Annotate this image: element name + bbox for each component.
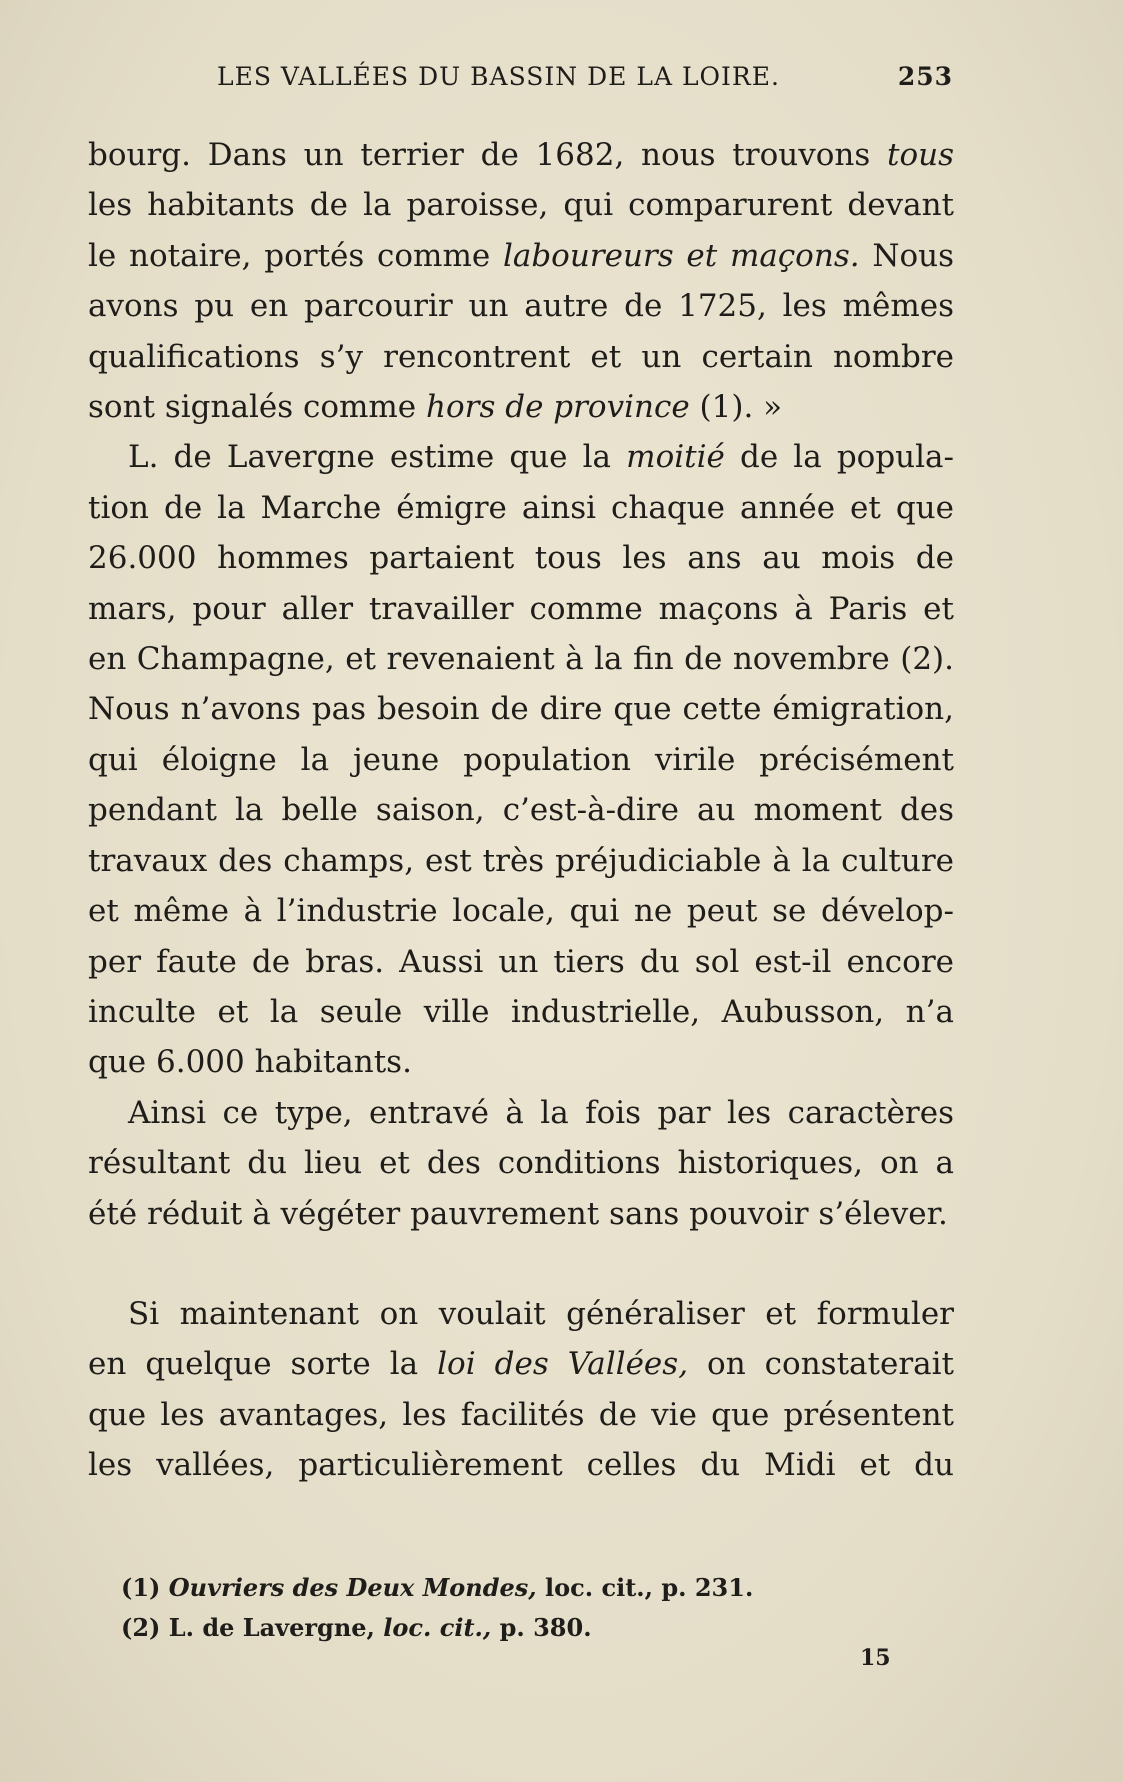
text-run: les vallées, particulièrement celles du Midi et du <box>88 1447 954 1484</box>
italic-text: laboureurs et maçons. <box>502 237 860 274</box>
text-run: résultant du lieu et des conditions historiques, on a <box>88 1145 954 1182</box>
text-line <box>88 1289 954 1339</box>
text-run: qualifications s’y rencontrent et un certain nombre <box>88 338 954 375</box>
italic-text: hors de province <box>426 389 690 426</box>
text-line <box>88 937 954 987</box>
text-run: avons pu en parcourir un autre de 1725, les mêmes <box>88 288 954 325</box>
italic-text: loc. cit., <box>383 1613 492 1642</box>
text-run: inculte et la seule ville industrielle, Aubusson, n’a <box>88 993 954 1030</box>
paragraph-p2 <box>88 432 954 1087</box>
text-line <box>88 483 954 533</box>
text-line <box>88 735 954 785</box>
text-run: Nous n’avons pas besoin de dire que cette émigration, <box>88 691 954 728</box>
text-line <box>88 684 954 734</box>
text-run: sont signalés comme <box>88 389 427 426</box>
text-run: (1). » <box>689 389 783 426</box>
text-run: on constaterait <box>688 1346 954 1383</box>
text-run: per faute de bras. Aussi un tiers du sol est-il encore <box>88 943 954 980</box>
text-run: de la popula- <box>724 439 955 476</box>
section-gap <box>88 1239 954 1289</box>
text-run: pendant la belle saison, c’est-à-dire au moment des <box>88 792 954 829</box>
text-line <box>88 281 954 331</box>
text-run: le notaire, portés comme <box>88 237 503 274</box>
text-line <box>88 1088 954 1138</box>
text-run: qui éloigne la jeune population virile précisément <box>88 741 954 778</box>
text-line <box>88 332 954 382</box>
text-run: tion de la Marche émigre ainsi chaque année et que <box>88 489 954 526</box>
text-run: 26.000 hommes partaient tous les ans au mois de <box>88 540 954 577</box>
text-run: et même à l’industrie locale, qui ne peut se dévelop- <box>88 893 954 930</box>
text-run: été réduit à végéter pauvrement sans pouvoir s’élever. <box>88 1195 948 1232</box>
footnote-1 <box>121 1568 801 1608</box>
text-line <box>88 1440 954 1490</box>
text-run: (1) <box>121 1573 169 1602</box>
text-line <box>88 533 954 583</box>
text-run: que les avantages, les facilités de vie que présentent <box>88 1396 954 1433</box>
text-line <box>88 634 954 684</box>
italic-text: loi des Vallées, <box>437 1346 689 1383</box>
text-run: travaux des champs, est très préjudiciable à la culture <box>88 842 954 879</box>
page-number: 253 <box>897 62 953 91</box>
text-run: Si maintenant on voulait généraliser et formuler <box>128 1295 954 1332</box>
text-run: mars, pour aller travailler comme maçons à Paris et <box>88 590 954 627</box>
signature-mark: 15 <box>860 1645 891 1671</box>
text-run: bourg. Dans un terrier de 1682, nous trouvons <box>88 137 887 173</box>
running-title: LES VALLÉES DU BASSIN DE LA LOIRE. <box>217 62 780 91</box>
text-line <box>88 1390 954 1440</box>
text-line <box>88 836 954 886</box>
footnotes <box>121 1568 801 1648</box>
text-run: Ainsi ce type, entravé à la fois par les caractères <box>128 1094 954 1131</box>
text-line <box>88 1339 954 1389</box>
text-line <box>88 432 954 482</box>
text-run: (2) L. de Lavergne, <box>121 1613 384 1642</box>
text-line <box>88 130 954 180</box>
text-line <box>88 886 954 936</box>
text-line <box>88 231 954 281</box>
text-line <box>88 987 954 1037</box>
text-run: en Champagne, et revenaient à la fin de novembre (2). <box>88 641 954 678</box>
text-run: L. de Lavergne estime que la <box>128 439 627 476</box>
footnote-2 <box>121 1608 801 1648</box>
text-run: que 6.000 habitants. <box>88 1044 412 1081</box>
italic-text: tous <box>887 137 954 173</box>
text-line <box>88 785 954 835</box>
body-text <box>88 130 954 1491</box>
text-run: les habitants de la paroisse, qui comparurent devant <box>88 187 954 224</box>
text-line <box>88 382 954 432</box>
text-run: p. 380. <box>491 1613 592 1642</box>
text-line <box>88 584 954 634</box>
text-line <box>88 1138 954 1188</box>
text-run: Nous <box>859 237 954 274</box>
text-line <box>88 1189 954 1239</box>
paragraph-p4 <box>88 1289 954 1491</box>
text-run: loc. cit., p. 231. <box>536 1573 754 1602</box>
text-line <box>88 180 954 230</box>
italic-text: Ouvriers des Deux Mondes, <box>168 1573 537 1602</box>
text-line <box>88 1037 954 1087</box>
paragraph-p3 <box>88 1088 954 1239</box>
italic-text: moitié <box>626 439 725 476</box>
paragraph-p1 <box>88 130 954 432</box>
text-run: en quelque sorte la <box>88 1346 438 1383</box>
